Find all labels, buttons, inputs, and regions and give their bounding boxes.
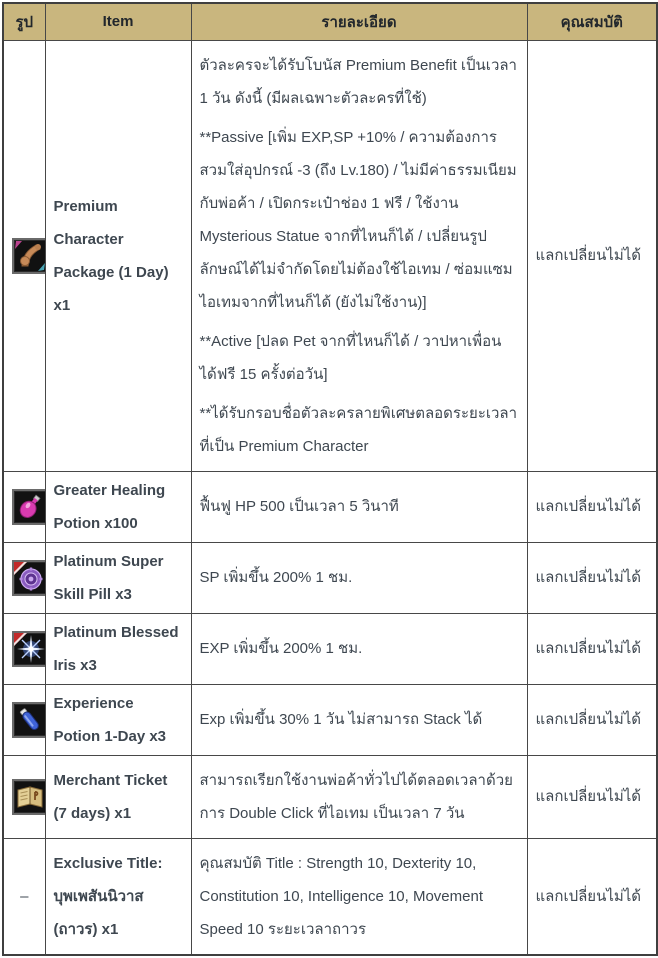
item-description: [191, 613, 527, 684]
description-line: ตัวละครจะได้รับโบนัส Premium Benefit เป็นเวลา 1 วัน ดังนี้ (มีผลเฉพาะตัวละครที่ใช้): [199, 56, 517, 107]
description-line: Exp เพิ่มขึ้น 30% 1 วัน ไม่สามารถ Stack ได้: [199, 711, 483, 728]
table-row: [3, 613, 657, 684]
description-line: **ได้รับกรอบชื่อตัวละครลายพิเศษตลอดระยะเวลาที่เป็น Premium Character: [199, 404, 518, 455]
item-description: [191, 838, 527, 955]
items-table: [2, 2, 658, 956]
item-image-cell: [3, 684, 45, 755]
table-row: [3, 838, 657, 955]
item-image-cell: [3, 471, 45, 542]
description-line: คุณสมบัติ Title : Strength 10, Dexterity 10, Constitution 10, Intelligence 10, Movement Speed 10 ระยะเวลาถาวร: [199, 854, 483, 938]
item-description: [191, 684, 527, 755]
item-image-cell: [3, 838, 45, 955]
item-image-cell: [3, 542, 45, 613]
item-name: Platinum Super Skill Pill x3: [45, 542, 191, 613]
item-image-cell: [3, 755, 45, 838]
table-header-row: [3, 3, 657, 40]
platinum-super-skill-pill-icon: [12, 560, 45, 596]
item-description: [191, 471, 527, 542]
item-description: [191, 40, 527, 471]
table-row: [3, 471, 657, 542]
item-property: แลกเปลี่ยนไม่ได้: [527, 542, 657, 613]
item-name: Exclusive Title: บุพเพสันนิวาส (ถาวร) x1: [45, 838, 191, 955]
item-name: Platinum Blessed Iris x3: [45, 613, 191, 684]
item-property: แลกเปลี่ยนไม่ได้: [527, 40, 657, 471]
column-header-image: รูป: [3, 3, 45, 40]
item-description: [191, 755, 527, 838]
description-line: EXP เพิ่มขึ้น 200% 1 ชม.: [199, 640, 363, 657]
item-property: แลกเปลี่ยนไม่ได้: [527, 684, 657, 755]
item-image-cell: [3, 613, 45, 684]
experience-potion-icon: [12, 702, 45, 738]
table-row: [3, 542, 657, 613]
item-property: แลกเปลี่ยนไม่ได้: [527, 613, 657, 684]
table-row: [3, 40, 657, 471]
column-header-property: คุณสมบัติ: [527, 3, 657, 40]
column-header-description: รายละเอียด: [191, 3, 527, 40]
description-line: สามารถเรียกใช้งานพ่อค้าทั่วไปได้ตลอดเวลาด้วยการ Double Click ที่ไอเทม เป็นเวลา 7 วัน: [199, 771, 513, 822]
no-image-dash: –: [20, 887, 29, 905]
item-name: Experience Potion 1-Day x3: [45, 684, 191, 755]
item-description: [191, 542, 527, 613]
item-name: Premium Character Package (1 Day) x1: [45, 40, 191, 471]
greater-healing-potion-icon: [12, 489, 45, 525]
description-line: ฟื้นฟู HP 500 เป็นเวลา 5 วินาที: [199, 498, 399, 515]
description-line: **Passive [เพิ่ม EXP,SP +10% / ความต้องการสวมใส่อุปกรณ์ -3 (ถึง Lv.180) / ไม่มีค่าธรรมเนียมกับพ่อค้า / เปิดกระเป๋าช่อง 1 ฟรี / ใช้งาน Mysterious Statue จากที่ไหนก็ได้ / เปลี่ยนรูปลักษณ์ได้ไม่จำกัดโดยไม่ต้องใช้ไอเทม / ซ่อมแซมไอเทมจากที่ไหนก็ได้ (ยังไม่ใช้งาน)]: [199, 128, 517, 311]
description-line: **Active [ปลด Pet จากที่ไหนก็ได้ / วาปหาเพื่อนได้ฟรี 15 ครั้งต่อวัน]: [199, 332, 502, 383]
platinum-blessed-iris-icon: [12, 631, 45, 667]
item-property: แลกเปลี่ยนไม่ได้: [527, 471, 657, 542]
item-name: Greater Healing Potion x100: [45, 471, 191, 542]
item-property: แลกเปลี่ยนไม่ได้: [527, 838, 657, 955]
table-row: [3, 755, 657, 838]
item-name: Merchant Ticket (7 days) x1: [45, 755, 191, 838]
description-line: SP เพิ่มขึ้น 200% 1 ชม.: [199, 569, 353, 586]
column-header-item: Item: [45, 3, 191, 40]
premium-character-icon: [12, 238, 45, 274]
item-image-cell: [3, 40, 45, 471]
merchant-ticket-icon: [12, 779, 45, 815]
table-row: [3, 684, 657, 755]
item-property: แลกเปลี่ยนไม่ได้: [527, 755, 657, 838]
